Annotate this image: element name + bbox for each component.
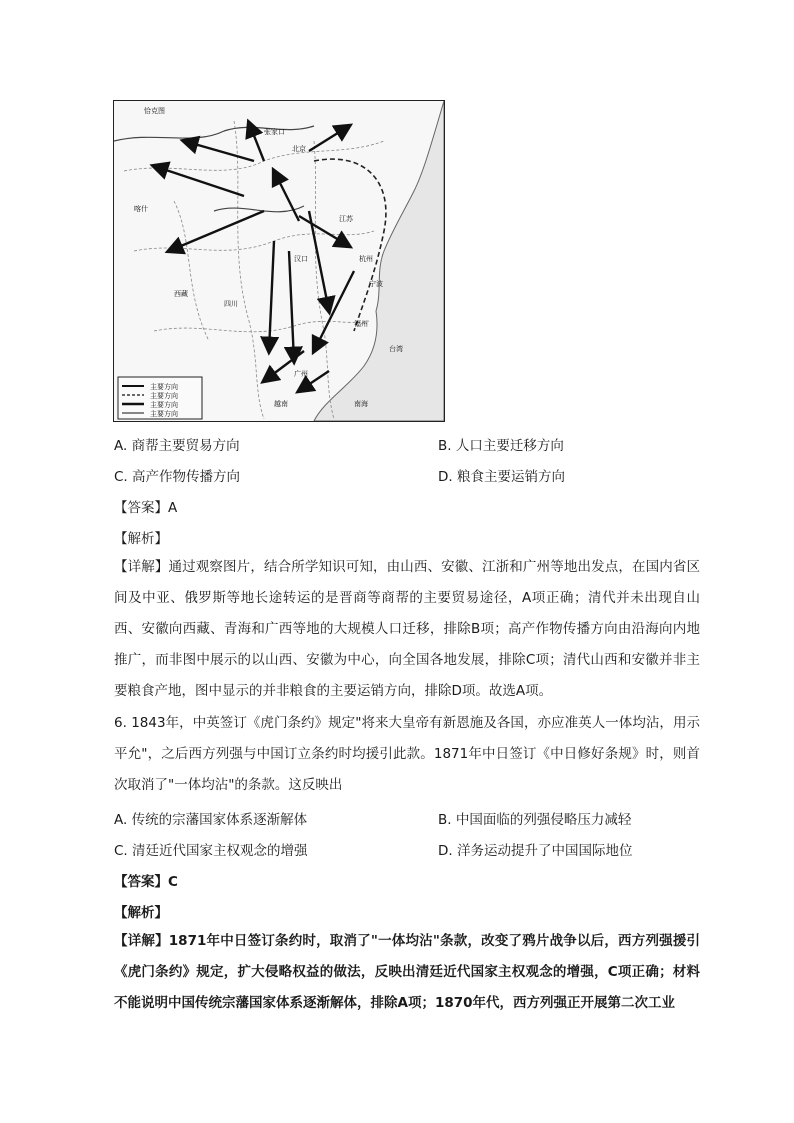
q6-answer: 【答案】C [114,874,178,890]
q6-detail-tag: 【详解】 [114,933,169,949]
q6-option-c: C. 清廷近代国家主权观念的增强 [114,843,308,859]
map-label: 四川 [224,300,238,308]
legend-label: 主要方向 [150,401,178,409]
q5-analysis-heading: 【解析】 [114,531,168,547]
map-label: 宁波 [369,280,383,288]
q5-option-d: D. 粮食主要运销方向 [438,469,565,485]
q5-option-b: B. 人口主要迁移方向 [438,438,564,454]
map-label: 汉口 [294,255,308,263]
map-label: 张家口 [264,128,285,136]
q6-analysis-heading: 【解析】 [114,905,168,921]
map-label: 广州 [294,370,308,378]
q6-option-a: A. 传统的宗藩国家体系逐渐解体 [114,812,308,828]
q5-option-a: A. 商帮主要贸易方向 [114,438,240,454]
q6-detail [114,926,700,1019]
trade-route-map [113,100,445,422]
q5-option-c: C. 高产作物传播方向 [114,469,241,485]
map-graphic [114,101,444,421]
legend-label: 主要方向 [150,392,178,400]
map-label: 杭州 [359,255,373,263]
q5-answer: 【答案】A [114,500,178,516]
q6-detail-text: 1871年中日签订条约时，取消了"一体均沾"条款，改变了鸦片战争以后，西方列强援引《虎门条约》规定，扩大侵略权益的做法，反映出清廷近代国家主权观念的增强，C项正确；材料不能说明中国传统宗藩国家体系逐渐解体，排除A项；1870年代，西方列强正开展第二次工业 [114,933,701,1011]
q5-detail [114,552,700,707]
q6-option-b: B. 中国面临的列强侵略压力减轻 [438,812,632,828]
map-legend [118,377,202,419]
q6-stem [114,708,700,801]
q6-option-d: D. 洋务运动提升了中国国际地位 [438,843,633,859]
map-label: 越南 [274,400,288,408]
map-label: 西藏 [174,290,188,298]
map-label: 福州 [354,320,368,328]
q5-detail-tag: 【详解】 [114,559,169,575]
map-label: 江苏 [339,215,353,223]
q6-stem-text: 6. 1843年，中英签订《虎门条约》规定"将来大皇帝有新恩施及各国，亦应准英人一体均沾，用示平允"，之后西方列强与中国订立条约时均援引此款。1871年中日签订《中日修好条规》时，则首次取消了"一体均沾"的条款。这反映出 [114,715,700,793]
map-label: 南海 [354,400,368,408]
legend-label: 主要方向 [150,383,178,391]
map-label: 台湾 [389,345,403,353]
map-label: 喀什 [134,205,148,213]
q5-detail-text: 通过观察图片，结合所学知识可知，由山西、安徽、江浙和广州等地出发点，在国内省区间及中亚、俄罗斯等地长途转运的是晋商等商帮的主要贸易途径，A项正确；清代并未出现自山西、安徽向西藏、青海和广西等地的大规模人口迁移，排除B项；高产作物传播方向由沿海向内地推广，而非图中展示的以山西、安徽为中心，向全国各地发展，排除C项；清代山西和安徽并非主要粮食产地，图中显示的并非粮食的主要运销方向，排除D项。故选A项。 [114,559,701,699]
map-label: 恰克图 [144,107,165,115]
map-label: 北京 [292,145,306,153]
legend-label: 主要方向 [150,410,178,418]
